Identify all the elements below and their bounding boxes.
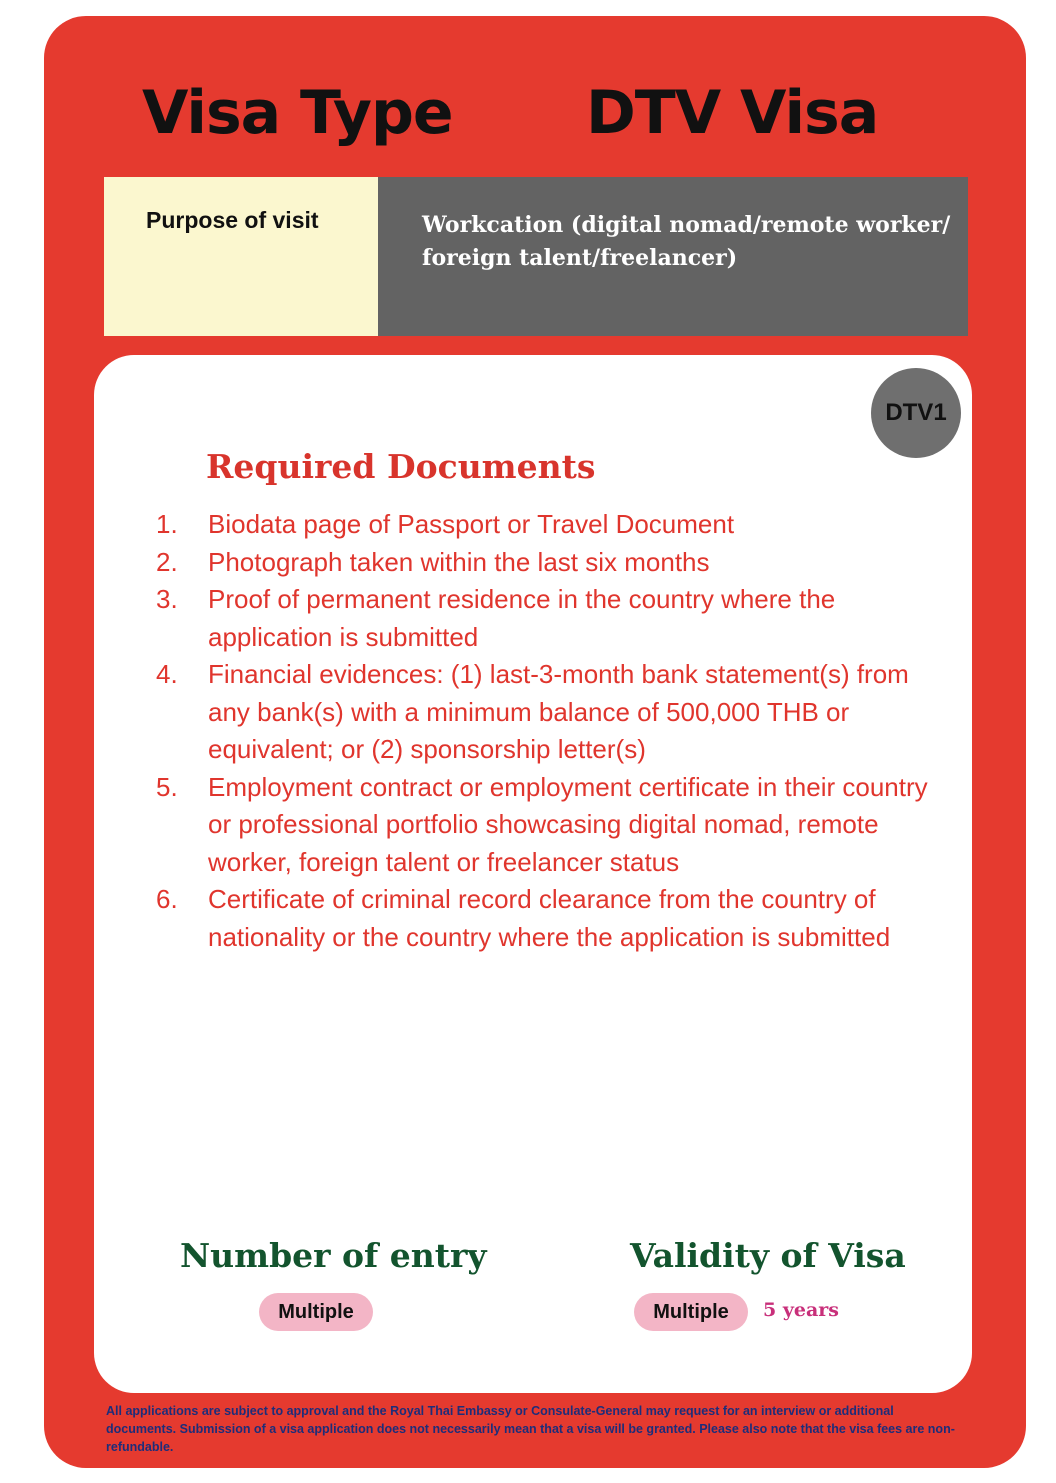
- visa-type-title: Visa Type: [142, 78, 453, 148]
- list-item-text: Proof of permanent residence in the country where the application is submitted: [208, 584, 836, 652]
- list-item: [150, 656, 950, 769]
- purpose-value: Workcation (digital nomad/remote worker/ foreign talent/freelancer): [422, 212, 951, 271]
- purpose-label: Purpose of visit: [146, 207, 319, 233]
- list-item-text: Biodata page of Passport or Travel Document: [208, 509, 735, 539]
- list-item: [150, 544, 950, 582]
- entry-value: Multiple: [278, 1300, 354, 1323]
- required-documents-heading: Required Documents: [206, 447, 596, 486]
- purpose-label-box: [104, 177, 378, 336]
- list-item-number: 6.: [156, 884, 178, 914]
- validity-value-badge: [634, 1293, 748, 1331]
- entry-value-badge: [259, 1293, 373, 1331]
- validity-of-visa-heading: Validity of Visa: [630, 1236, 906, 1275]
- disclaimer-text: All applications are subject to approval and the Royal Thai Embassy or Consulate-General may request for an interview or additional documents. Submission of a visa application does not necessarily mean that a visa will be granted. Please also note that the visa fees are non-refundable.: [106, 1404, 955, 1454]
- list-item: [150, 506, 950, 544]
- list-item-text: Financial evidences: (1) last-3-month bank statement(s) from any bank(s) with a minimum balance of 500,000 THB or equivalent; or (2) sponsorship letter(s): [208, 659, 909, 764]
- purpose-value-box: [378, 177, 968, 336]
- list-item-text: Certificate of criminal record clearance from the country of nationality or the country where the application is submitted: [208, 884, 891, 952]
- list-item-text: Photograph taken within the last six months: [208, 546, 710, 577]
- list-item-number: 5.: [156, 771, 178, 802]
- list-item: [150, 581, 950, 656]
- list-item-number: 2.: [156, 546, 178, 577]
- list-item-text: Employment contract or employment certificate in their country or professional portfolio showcasing digital nomad, remote worker, foreign talent or freelancer status: [208, 771, 928, 877]
- list-item-number: 3.: [156, 584, 178, 614]
- required-documents-list: [150, 506, 950, 956]
- validity-duration: 5 years: [763, 1299, 839, 1321]
- number-of-entry-heading: Number of entry: [180, 1236, 487, 1275]
- validity-value: Multiple: [653, 1300, 729, 1323]
- visa-name-title: DTV Visa: [586, 78, 879, 148]
- list-item: [150, 769, 950, 882]
- visa-code-badge: [871, 368, 961, 458]
- list-item-number: 1.: [156, 509, 178, 539]
- list-item: [150, 881, 950, 956]
- visa-code-label: DTV1: [885, 399, 947, 426]
- list-item-number: 4.: [156, 659, 178, 689]
